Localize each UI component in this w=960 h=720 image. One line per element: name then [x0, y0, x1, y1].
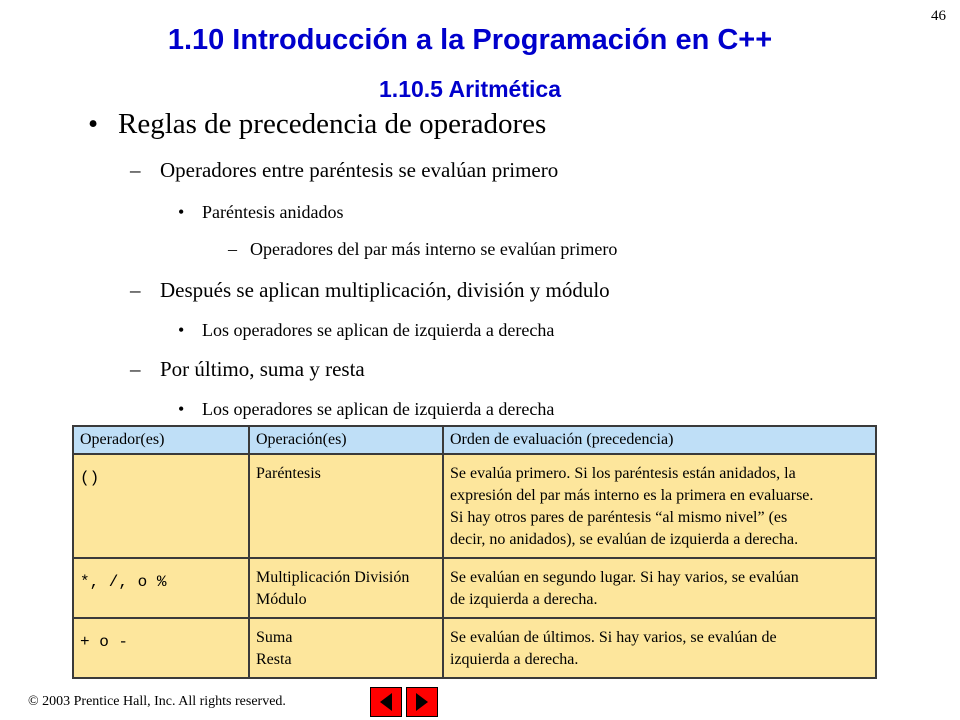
- table-row: [73, 618, 876, 678]
- order-cell: [443, 618, 876, 678]
- operator-cell: *, /, o %: [73, 558, 249, 618]
- order-line: Se evalúan de últimos. Si hay varios, se evalúan de: [450, 629, 777, 646]
- sub-bullet-3: [130, 357, 365, 382]
- right-arrow-icon: [407, 688, 437, 716]
- bullet-marker: •: [178, 320, 185, 340]
- order-line: expresión del par más interno es la primera en evaluarse.: [450, 487, 814, 504]
- previous-slide-button[interactable]: [370, 687, 402, 717]
- operation-cell: [249, 618, 443, 678]
- sub-bullet-3-text: Por último, suma y resta: [160, 357, 365, 381]
- operator-cell: (): [73, 454, 249, 558]
- operation-line: Suma: [256, 629, 293, 646]
- operation-line: Resta: [256, 651, 292, 668]
- sub-bullet-1a: [178, 202, 343, 223]
- order-line: Se evalúan en segundo lugar. Si hay varios, se evalúan: [450, 569, 799, 586]
- table-header-row: [73, 426, 876, 454]
- dash-marker: –: [228, 239, 237, 259]
- bullet-marker: •: [88, 108, 99, 140]
- sub-bullet-2: [130, 278, 610, 303]
- operation-cell: [249, 454, 443, 558]
- table-row: [73, 454, 876, 558]
- dash-marker: –: [130, 357, 141, 381]
- main-bullet: [88, 108, 546, 141]
- operation-line: Módulo: [256, 591, 307, 608]
- left-arrow-icon: [371, 688, 401, 716]
- order-line: izquierda a derecha.: [450, 651, 579, 668]
- slide-title: 1.10 Introducción a la Programación en C++: [167, 24, 773, 56]
- dash-marker: –: [130, 158, 141, 182]
- sub-bullet-1ai: [228, 239, 617, 260]
- operation-cell: [249, 558, 443, 618]
- sub-bullet-2a: [178, 320, 554, 341]
- precedence-table: [72, 425, 877, 679]
- sub-bullet-2a-text: Los operadores se aplican de izquierda a derecha: [202, 320, 555, 340]
- order-line: Se evalúa primero. Si los paréntesis están anidados, la: [450, 465, 796, 482]
- operation-line: Multiplicación División: [256, 569, 410, 586]
- sub-bullet-1ai-text: Operadores del par más interno se evalúan primero: [250, 239, 618, 259]
- header-operation: Operación(es): [249, 426, 443, 454]
- next-slide-button[interactable]: [406, 687, 438, 717]
- sub-bullet-3a: [178, 399, 554, 420]
- main-bullet-text: Reglas de precedencia de operadores: [118, 108, 547, 140]
- bullet-marker: •: [178, 399, 185, 419]
- header-order: Orden de evaluación (precedencia): [443, 426, 876, 454]
- order-cell: [443, 558, 876, 618]
- sub-bullet-1a-text: Paréntesis anidados: [202, 202, 344, 222]
- sub-bullet-1-text: Operadores entre paréntesis se evalúan primero: [160, 158, 559, 182]
- header-operator: Operador(es): [73, 426, 249, 454]
- order-line: Si hay otros pares de paréntesis “al mismo nivel” (es: [450, 509, 788, 526]
- slide-subtitle: 1.10.5 Aritmética: [379, 76, 561, 102]
- order-line: de izquierda a derecha.: [450, 591, 598, 608]
- table-row: [73, 558, 876, 618]
- order-line: decir, no anidados), se evalúan de izquierda a derecha.: [450, 531, 799, 548]
- sub-bullet-1: [130, 158, 558, 183]
- operator-cell: + o -: [73, 618, 249, 678]
- order-cell: [443, 454, 876, 558]
- copyright-footer: © 2003 Prentice Hall, Inc. All rights reserved.: [28, 694, 286, 709]
- bullet-marker: •: [178, 202, 185, 222]
- page-number: 46: [931, 8, 946, 24]
- sub-bullet-3a-text: Los operadores se aplican de izquierda a derecha: [202, 399, 555, 419]
- sub-bullet-2-text: Después se aplican multiplicación, división y módulo: [160, 278, 610, 302]
- operation-line: Paréntesis: [256, 465, 321, 482]
- dash-marker: –: [130, 278, 141, 302]
